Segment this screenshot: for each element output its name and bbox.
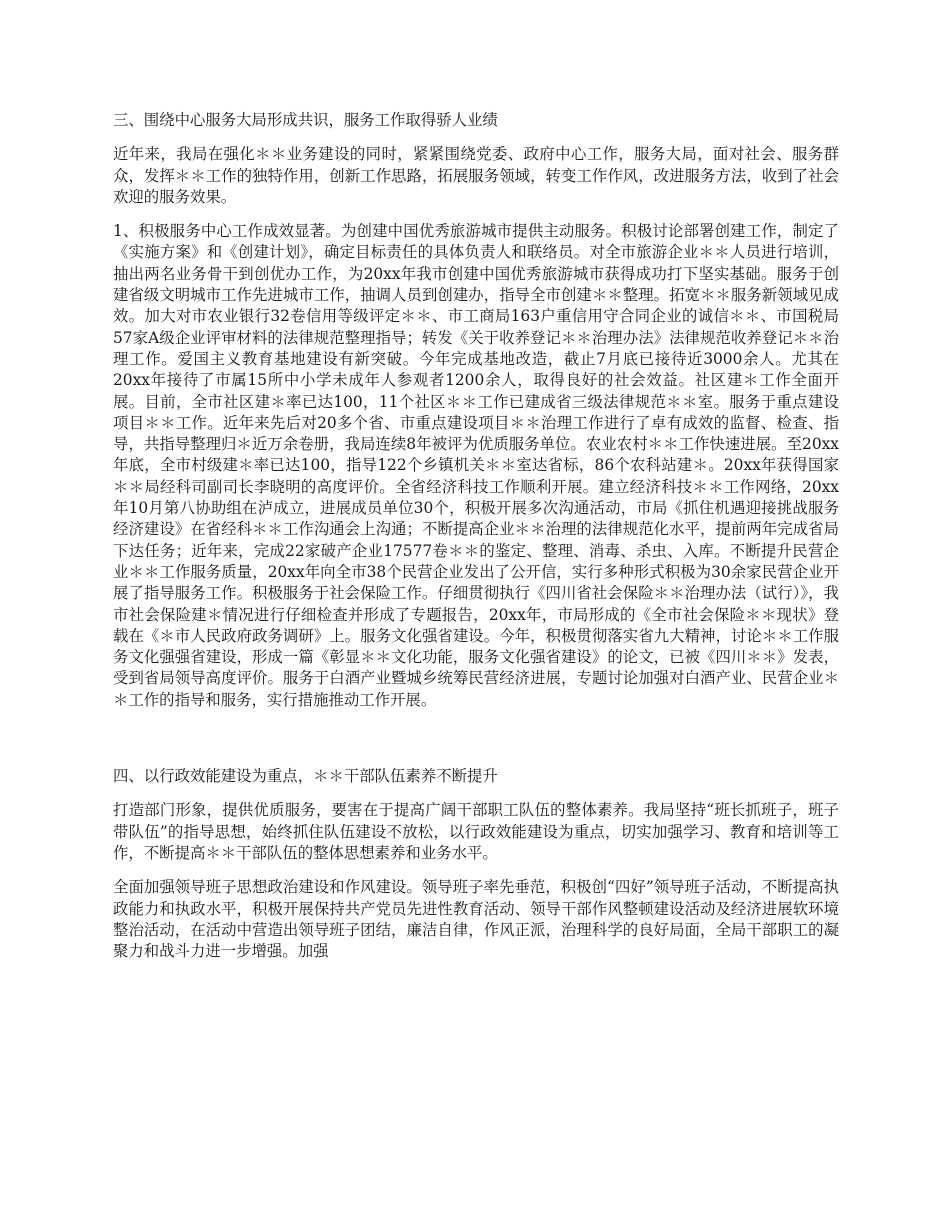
section-three — [113, 110, 839, 711]
paragraph: 全面加强领导班子思想政治建设和作风建设。领导班子率先垂范，积极创“四好”领导班子活动，不断提高执政能力和执政水平，积极开展保持共产党员先进性教育活动、领导干部作风整顿建设活动及经济进展软环境整治活动，在活动中营造出领导班子团结，廉洁自律，作风正派，治理科学的良好局面，全局干部职工的凝聚力和战斗力进一步增强。加强 — [113, 878, 839, 961]
section-heading: 三、围绕中心服务大局形成共识，服务工作取得骄人业绩 — [113, 111, 498, 129]
section-heading: 四、以行政效能建设为重点，＊＊干部队伍素养不断提升 — [113, 767, 498, 786]
paragraph: 1、积极服务中心工作成效显著。为创建中国优秀旅游城市提供主动服务。积极讨论部署创建工作，制定了《实施方案》和《创建计划》，确定目标责任的具体负责人和联络员。对全市旅游企业＊＊人员进行培训，抽出两名业务骨干到创优办工作，为20xx年我市创建中国优秀旅游城市获得成功打下坚实基础。服务于创建省级文明城市工作先进城市工作，抽调人员到创建办，指导全市创建＊＊整理。拓宽＊＊服务新领域见成效。加大对市农业银行32卷信用等级评定＊＊、市工商局163户重信用守合同企业的诚信＊＊、市国税局57家A级企业评审材料的法律规范整理指导；转发《关于收养登记＊＊治理办法》法律规范收养登记＊＊治理工作。爱国主义教育基地建设有新突破。今年完成基地改造，截止7月底已接待近3000余人。尤其在20xx年接待了市属15所中小学未成年人参观者1200余人，取得良好的社会效益。社区建＊工作全面开展。目前，全市社区建＊率已达100，11个社区＊＊工作已建成省三级法律规范＊＊室。服务于重点建设项目＊＊工作。近年来先后对20多个省、市重点建设项目＊＊治理工作进行了卓有成效的监督、检查、指导，共指导整理归＊近万余卷册，我局连续8年被评为优质服务单位。农业农村＊＊工作快速进展。至20xx年底，全市村级建＊率已达100，指导122个乡镇机关＊＊室达省标，86个农科站建＊。20xx年获得国家＊＊局经科司副司长李晓明的高度评价。全省经济科技工作顺利开展。建立经济科技＊＊工作网络，20xx年10月第八协助组在泸成立，进展成员单位30个，积极开展多次沟通活动，市局《抓住机遇迎接挑战服务经济建设》在省经科＊＊工作沟通会上沟通；不断提高企业＊＊治理的法律规范化水平，提前两年完成省局下达任务；近年来，完成22家破产企业17577卷＊＊的鉴定、整理、消毒、杀虫、入库。不断提升民营企业＊＊工作服务质量，20xx年向全市38个民营企业发出了公开信，实行多种形式积极为30余家民营企业开展了指导服务工作。积极服务于社会保险工作。仔细贯彻执行《四川省社会保险＊＊治理办法（试行）》，我市社会保险建＊情况进行仔细检查并形成了专题报告，20xx年，市局形成的《全市社会保险＊＊现状》登载在《＊市人民政府政务调研》上。服务文化强省建设。今年，积极贯彻落实省九大精神，讨论＊＊工作服务文化强强省建设，形成一篇《彰显＊＊文化功能，服务文化强省建设》的论文，已被《四川＊＊》发表，受到省局领导高度评价。服务于白酒产业暨城乡统筹民营经济进展，专题讨论加强对白酒产业、民营企业＊＊工作的指导和服务，实行措施推动工作开展。 — [113, 222, 839, 709]
paragraph: 近年来，我局在强化＊＊业务建设的同时，紧紧围绕党委、政府中心工作，服务大局，面对社会、服务群众，发挥＊＊工作的独特作用，创新工作思路，拓展服务领域，转变工作作风，改进服务方法，收到了社会欢迎的服务效果。 — [113, 145, 839, 206]
document-page — [113, 110, 839, 975]
paragraph: 打造部门形象，提供优质服务，要害在于提高广阔干部职工队伍的整体素养。我局坚持“班长抓班子，班子带队伍”的指导思想，始终抓住队伍建设不放松，以行政效能建设为重点，切实加强学习、教育和培训等工作，不断提高＊＊干部队伍的整体思想素养和业务水平。 — [113, 801, 839, 862]
section-spacer — [113, 724, 839, 766]
section-four — [113, 766, 839, 962]
